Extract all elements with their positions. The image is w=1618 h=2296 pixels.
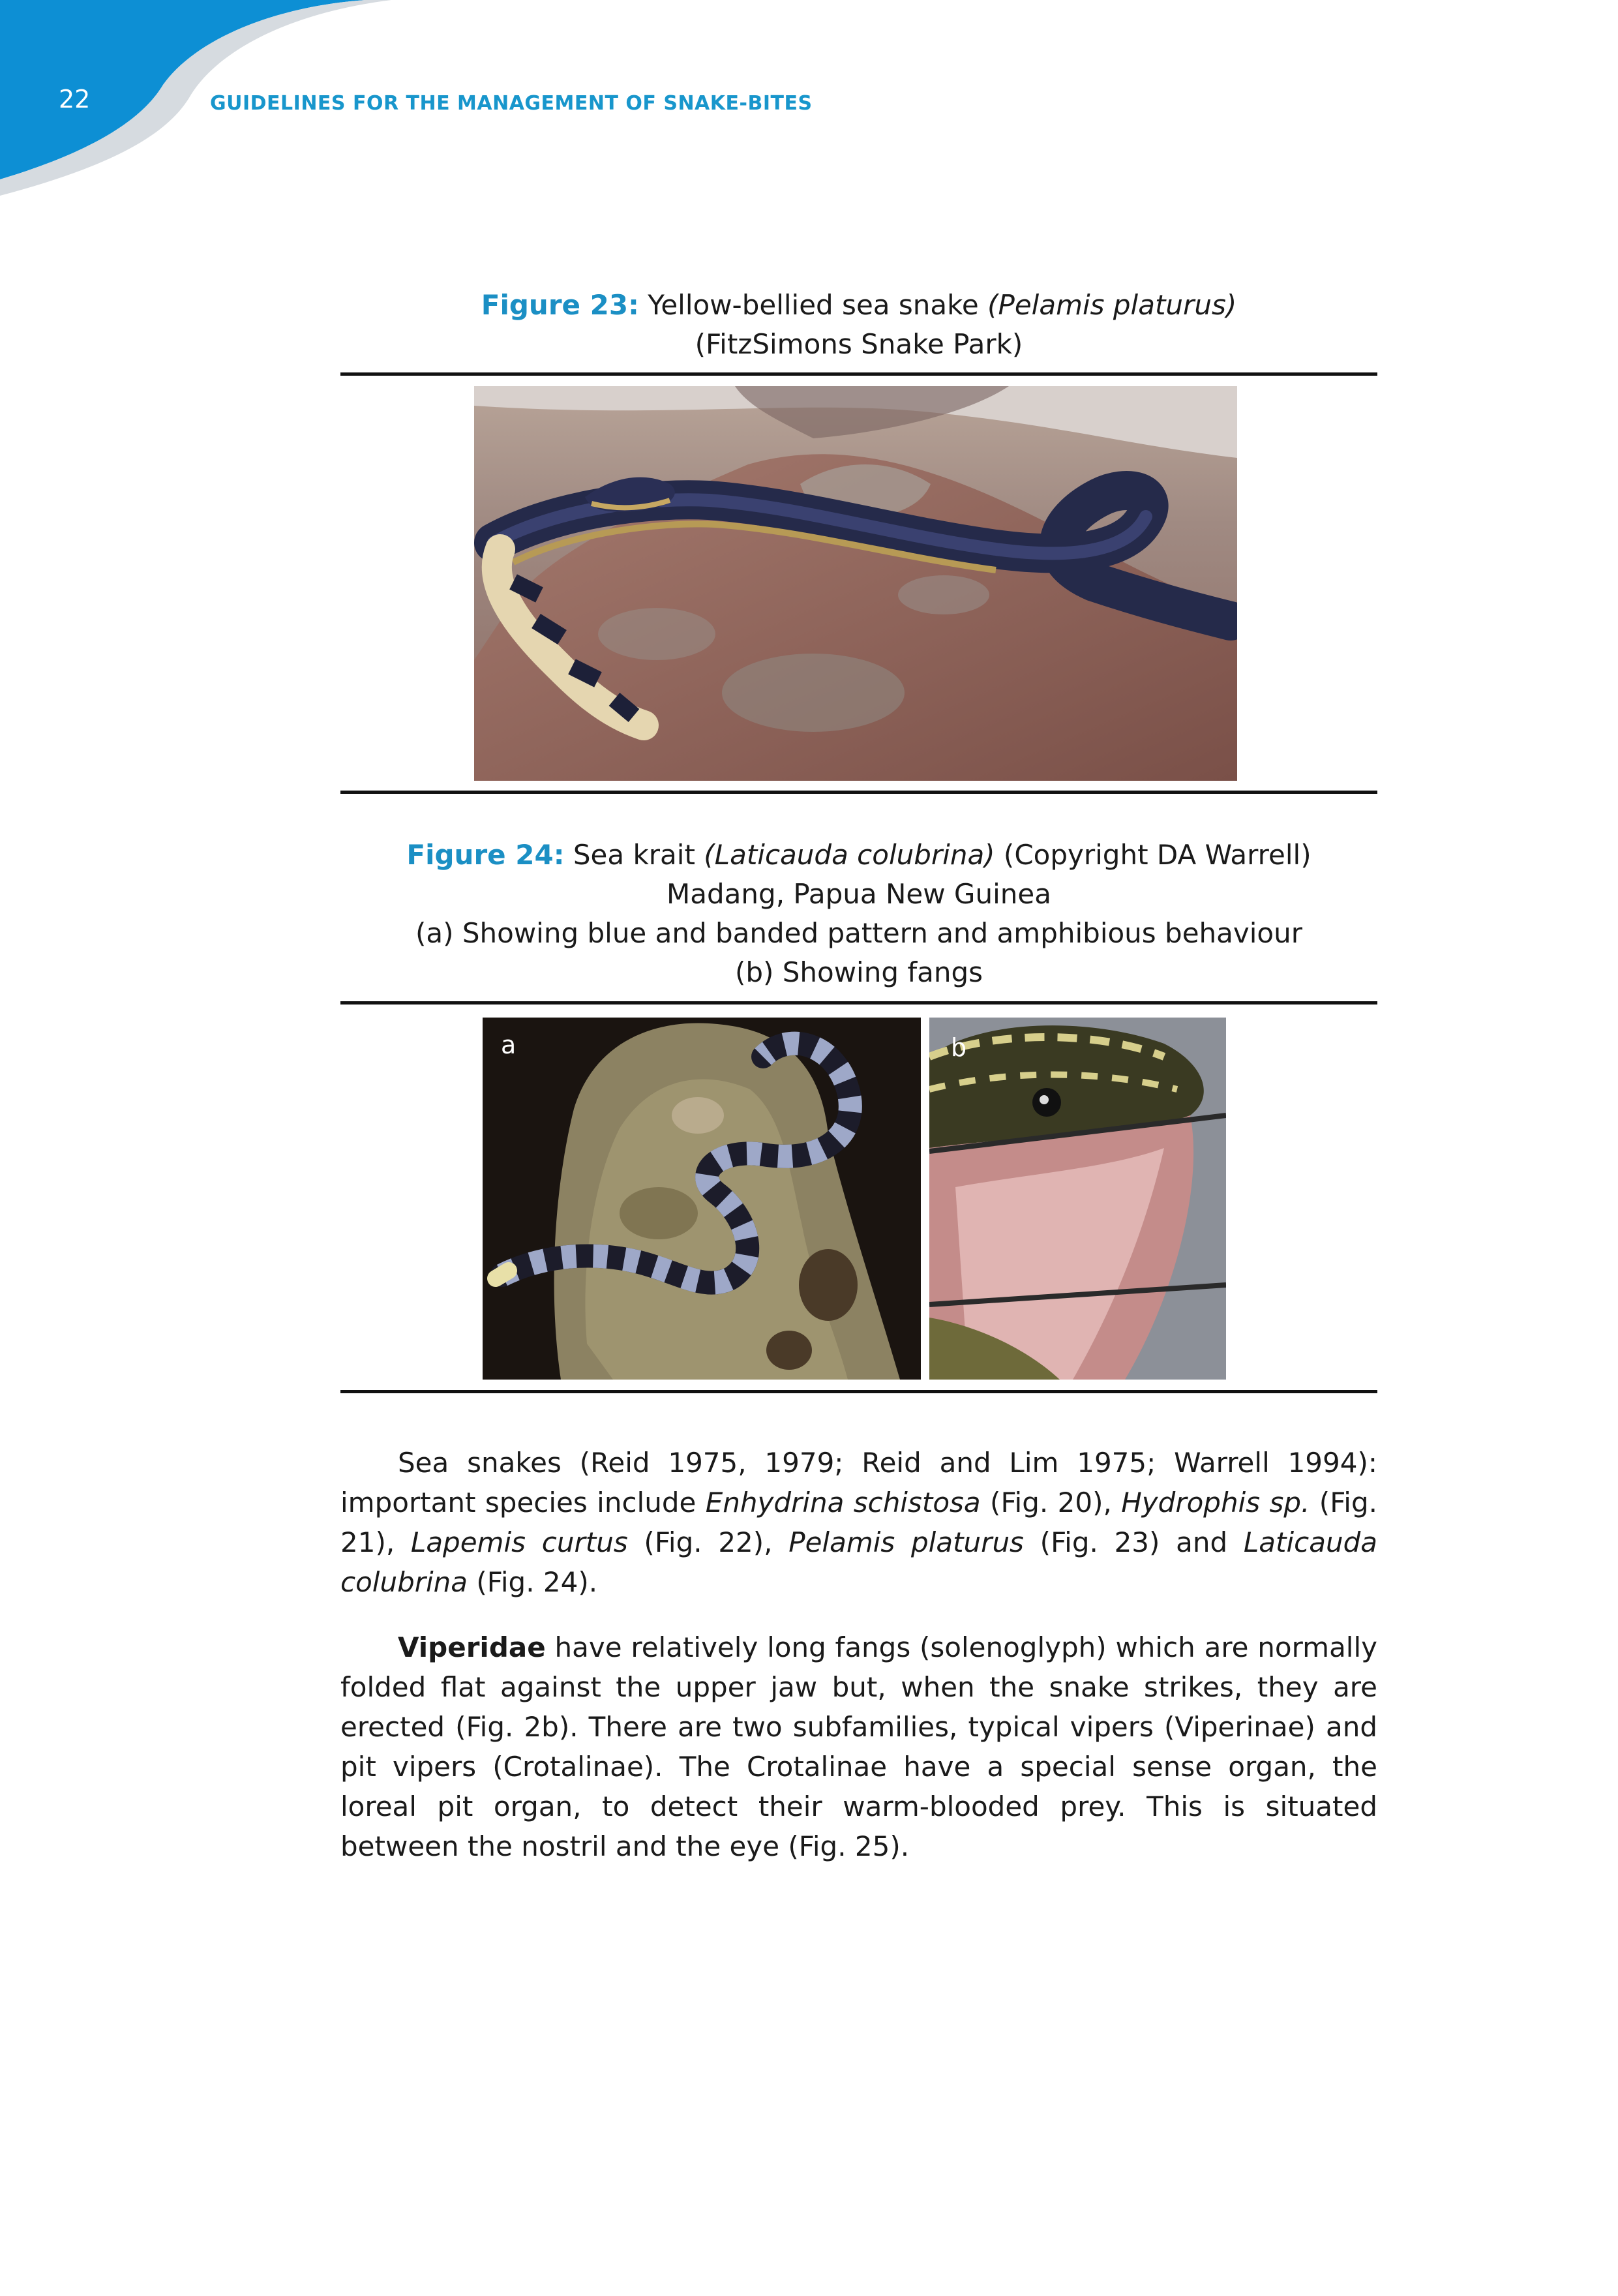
panel-label-a: a [501, 1031, 517, 1059]
figure-23-bottom-rule [340, 791, 1377, 794]
figure-24-caption-text-1: Sea krait [564, 839, 704, 871]
figure-23-caption-line2: (FitzSimons Snake Park) [695, 328, 1023, 360]
paragraph-viperidae: Viperidae have relatively long fangs (solenoglyph) which are normally folded flat against the upper jaw but, when the snake strikes, they are erected (Fig. 2b). There are two subfamilies, typical vipers (Viperinae) and pit vipers (Crotalinae). The Crotalinae have a special sense organ, the loreal pit organ, to detect their warm-blooded prey. This is situated between the nostril and the eye (Fig. 25). [340, 1631, 1377, 1862]
figure-24-caption-line4: (b) Showing fangs [734, 956, 983, 988]
figure-23-caption-text: Yellow-bellied sea snake [638, 289, 988, 321]
figure-24-caption-line2: Madang, Papua New Guinea [667, 878, 1051, 910]
figure-24-caption [340, 836, 1377, 992]
paragraph-sea-snakes: Sea snakes (Reid 1975, 1979; Reid and Lim 1975; Warrell 1994): important species include Enhydrina schistosa (Fig. 20), Hydrophis sp. (Fig. 21), Lapemis curtus (Fig. 22), Pelamis platurus (Fig. 23) and Laticauda colubrina (Fig. 24). [340, 1447, 1378, 1598]
panel-label-b: b [951, 1033, 967, 1062]
figure-24-species: (Laticauda colubrina) [704, 839, 995, 871]
figure-24-bottom-rule [340, 1390, 1377, 1393]
figure-23-photo [474, 386, 1237, 781]
figure-23-label: Figure 23: [481, 289, 639, 321]
figure-24-caption-line3: (a) Showing blue and banded pattern and amphibious behaviour [415, 917, 1302, 949]
figure-24-caption-text-2: (Copyright DA Warrell) [995, 839, 1311, 871]
figure-24-top-rule [340, 1001, 1377, 1004]
figure-24-caption-line1 [340, 836, 1377, 875]
viperidae-term: Viperidae [398, 1631, 546, 1663]
figure-23-top-rule [340, 372, 1377, 376]
page-number: 22 [59, 85, 91, 113]
figure-23-caption-line1 [340, 286, 1377, 325]
figure-23-species: (Pelamis platurus) [987, 289, 1237, 321]
figure-24b-photo [929, 1018, 1226, 1380]
figure-24-label: Figure 24: [406, 839, 565, 871]
running-title: GUIDELINES FOR THE MANAGEMENT OF SNAKE-BITES [210, 92, 813, 115]
figure-24a-photo [483, 1018, 921, 1380]
figure-23-caption [340, 286, 1377, 364]
